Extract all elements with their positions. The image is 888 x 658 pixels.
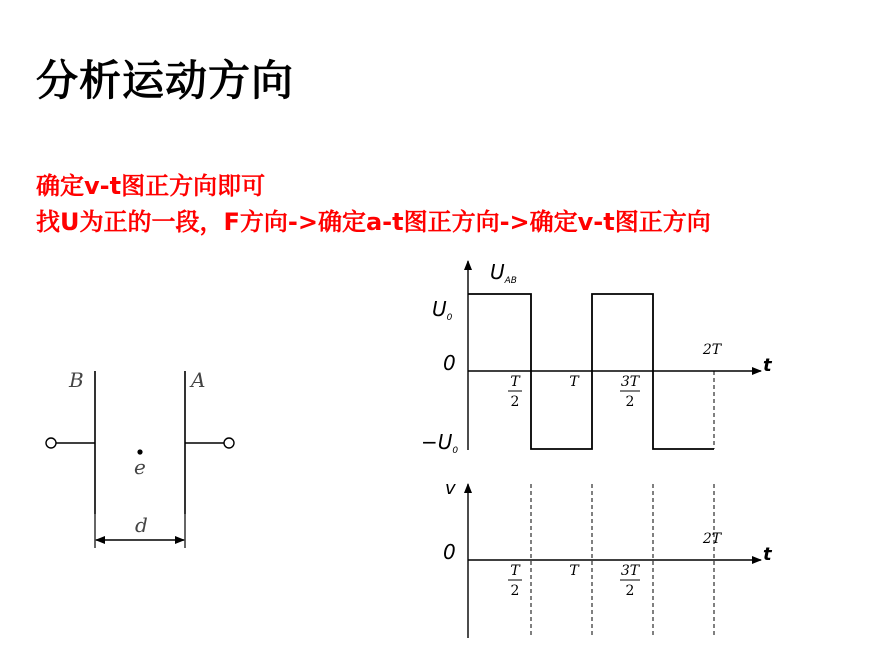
page-title: 分析运动方向 xyxy=(36,56,295,105)
svg-text:3T: 3T xyxy=(620,374,640,390)
tick-2t-v: 2T xyxy=(702,531,722,547)
origin-label: 0 xyxy=(443,351,456,375)
right-terminal xyxy=(224,438,234,448)
velocity-graph xyxy=(443,478,773,638)
v-axis-label: v xyxy=(445,478,456,499)
tick-half-t xyxy=(508,374,522,410)
svg-text:2: 2 xyxy=(625,583,635,599)
left-terminal xyxy=(46,438,56,448)
hint-line-2: 找U为正的一段，F方向->确定a-t图正方向->确定v-t图正方向 xyxy=(36,208,711,236)
tick-half-t-v xyxy=(508,563,522,599)
capacitor-diagram xyxy=(46,368,234,548)
electron-dot xyxy=(137,449,142,454)
neg-u0-label: $-U_0$ xyxy=(421,430,459,456)
tick-3half-t xyxy=(620,374,641,410)
t-axis-label-v: t xyxy=(763,544,772,565)
plate-a-label: A xyxy=(191,368,206,392)
tick-3half-t-v xyxy=(620,563,641,599)
voltage-graph xyxy=(421,260,773,456)
svg-text:T: T xyxy=(510,563,520,579)
u0-label: $U_0$ xyxy=(432,297,453,323)
u-axis-label: $U_{AB}$ xyxy=(490,260,517,286)
svg-text:2: 2 xyxy=(510,394,520,410)
tick-2t: 2T xyxy=(702,342,722,358)
svg-text:2: 2 xyxy=(625,394,635,410)
svg-text:2: 2 xyxy=(510,583,520,599)
distance-label: d xyxy=(135,513,148,537)
plate-b-label: B xyxy=(69,368,84,392)
electron-label: e xyxy=(134,455,146,479)
origin-label-v: 0 xyxy=(443,540,456,564)
hint-line-1: 确定v-t图正方向即可 xyxy=(36,172,266,200)
svg-text:T: T xyxy=(510,374,520,390)
svg-text:3T: 3T xyxy=(620,563,640,579)
tick-t-v: T xyxy=(569,563,579,579)
t-axis-label: t xyxy=(763,355,772,376)
tick-t: T xyxy=(569,374,579,390)
